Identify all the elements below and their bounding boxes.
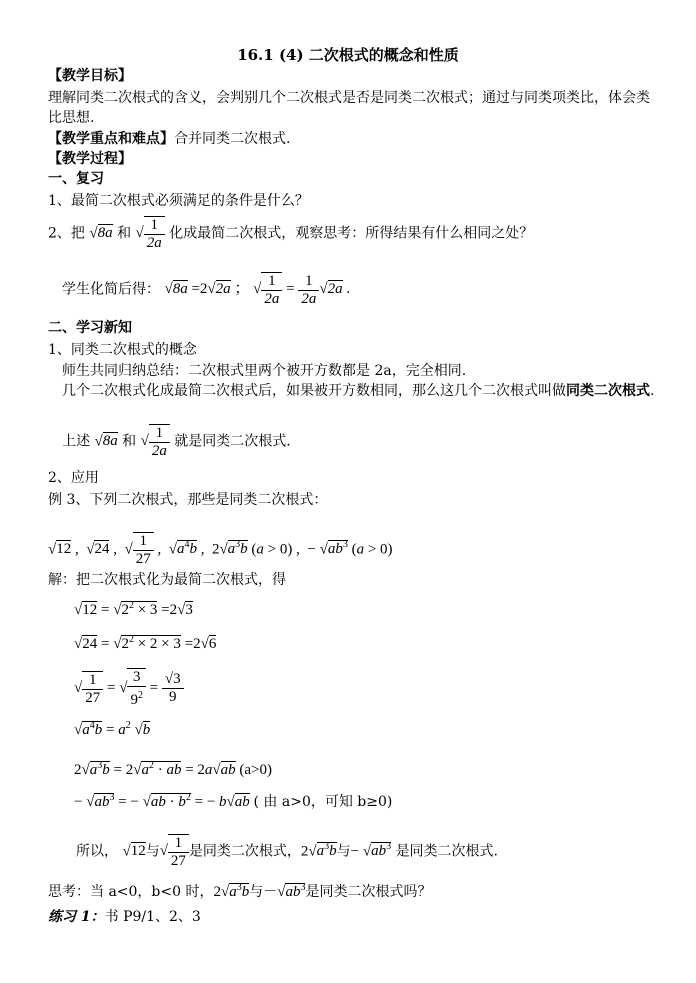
key-text: 合并同类二次根式. <box>174 131 291 147</box>
new-1-b: 几个二次根式化成最简二次根式后，如果被开方数相同，那么这几个二次根式叫做同类二次根式. <box>62 383 655 399</box>
section1-heading: 一、复习 <box>48 171 104 187</box>
goal-text-1: 理解同类二次根式的含义，会判别几个二次根式是否是同类二次根式；通过与同类项类比，体会类 <box>48 90 650 106</box>
new-1-a: 师生共同归纳总结：二次根式里两个被开方数都是 2a，完全相同. <box>62 363 467 379</box>
sol-3: √ $\frac{1}{27}$ = √ $\frac{3}{9^2}$ = $\frac{√3}{9}$ <box>74 668 184 709</box>
student-line: 学生化简后得： √8a =2√2a ； √ $\frac{1}{2a}$ = $\frac{1}{2a}$ √2a . <box>62 272 351 307</box>
sol-2: $√24 = √2^2 \times 2 \times 3 =2√6$ <box>74 634 217 652</box>
new-1: 1、同类二次根式的概念 <box>48 342 197 358</box>
so-line: 所以， √12与√ $\frac{1}{27}$ 是同类二次根式，$2√a^3b$与− $√ab^3$ 是同类二次根式. <box>76 835 499 869</box>
section2-heading: 二、学习新知 <box>48 320 132 336</box>
think-line: 思考：当 a<0，b<0 时，$2√a^3b$与$-√ab^3$是同类二次根式吗？ <box>48 882 432 900</box>
sol-1: $√12 = √2^2 \times 3 =2√3$ <box>74 600 193 618</box>
process-heading: 【教学过程】 <box>48 151 132 167</box>
key-line <box>48 129 290 149</box>
example-radicals: √12 , √24 , √ $\frac{1}{27}$ , $√a^4b$ , $2√a^3b$ (a > 0) , − $√ab^3$ (a > 0) <box>48 533 393 567</box>
page-title: 16.1 (4) 二次根式的概念和性质 <box>237 46 459 64</box>
sol-5: $2√a^3b = 2√a^2$ · ab = 2a√ab (a>0) <box>74 760 272 778</box>
goal-heading: 【教学目标】 <box>48 68 132 84</box>
goal-text-2: 比思想. <box>48 110 95 126</box>
solution-intro: 解：把二次根式化为最简二次根式，得 <box>48 572 286 588</box>
example-3: 例 3、下列二次根式，那些是同类二次根式： <box>48 492 328 508</box>
practice-line: 练习 1：书 P9/1、2、3 <box>48 909 201 925</box>
sol-6: − $√ab^3$ = − $√ab \cdot b^2$ = − b√ab ( 由 a>0，可知 b≥0) <box>74 792 393 810</box>
formula-sqrt8a: √8a <box>89 225 113 242</box>
question-1: 1、最简二次根式必须满足的条件是什么？ <box>48 193 309 209</box>
above-line: 上述 √8a 和 √ $\frac{1}{2a}$ 就是同类二次根式. <box>62 425 291 459</box>
formula-student: √8a =2√2a ； √ $\frac{1}{2a}$ = $\frac{1}{2a}$ √2a . <box>164 272 351 307</box>
new-2: 2、应用 <box>48 470 99 486</box>
formula-sqrt-1-over-2a: √ $\frac{1}{2a}$ <box>136 225 165 241</box>
key-heading: 【教学重点和难点】 <box>48 131 174 147</box>
sol-4: $√a^4b = a^2$ √b <box>74 720 151 738</box>
question-2: 2、把 √8a 和 √ $\frac{1}{2a}$ 化成最简二次根式，观察思考：所得结果有什么相同之处？ <box>48 217 534 251</box>
